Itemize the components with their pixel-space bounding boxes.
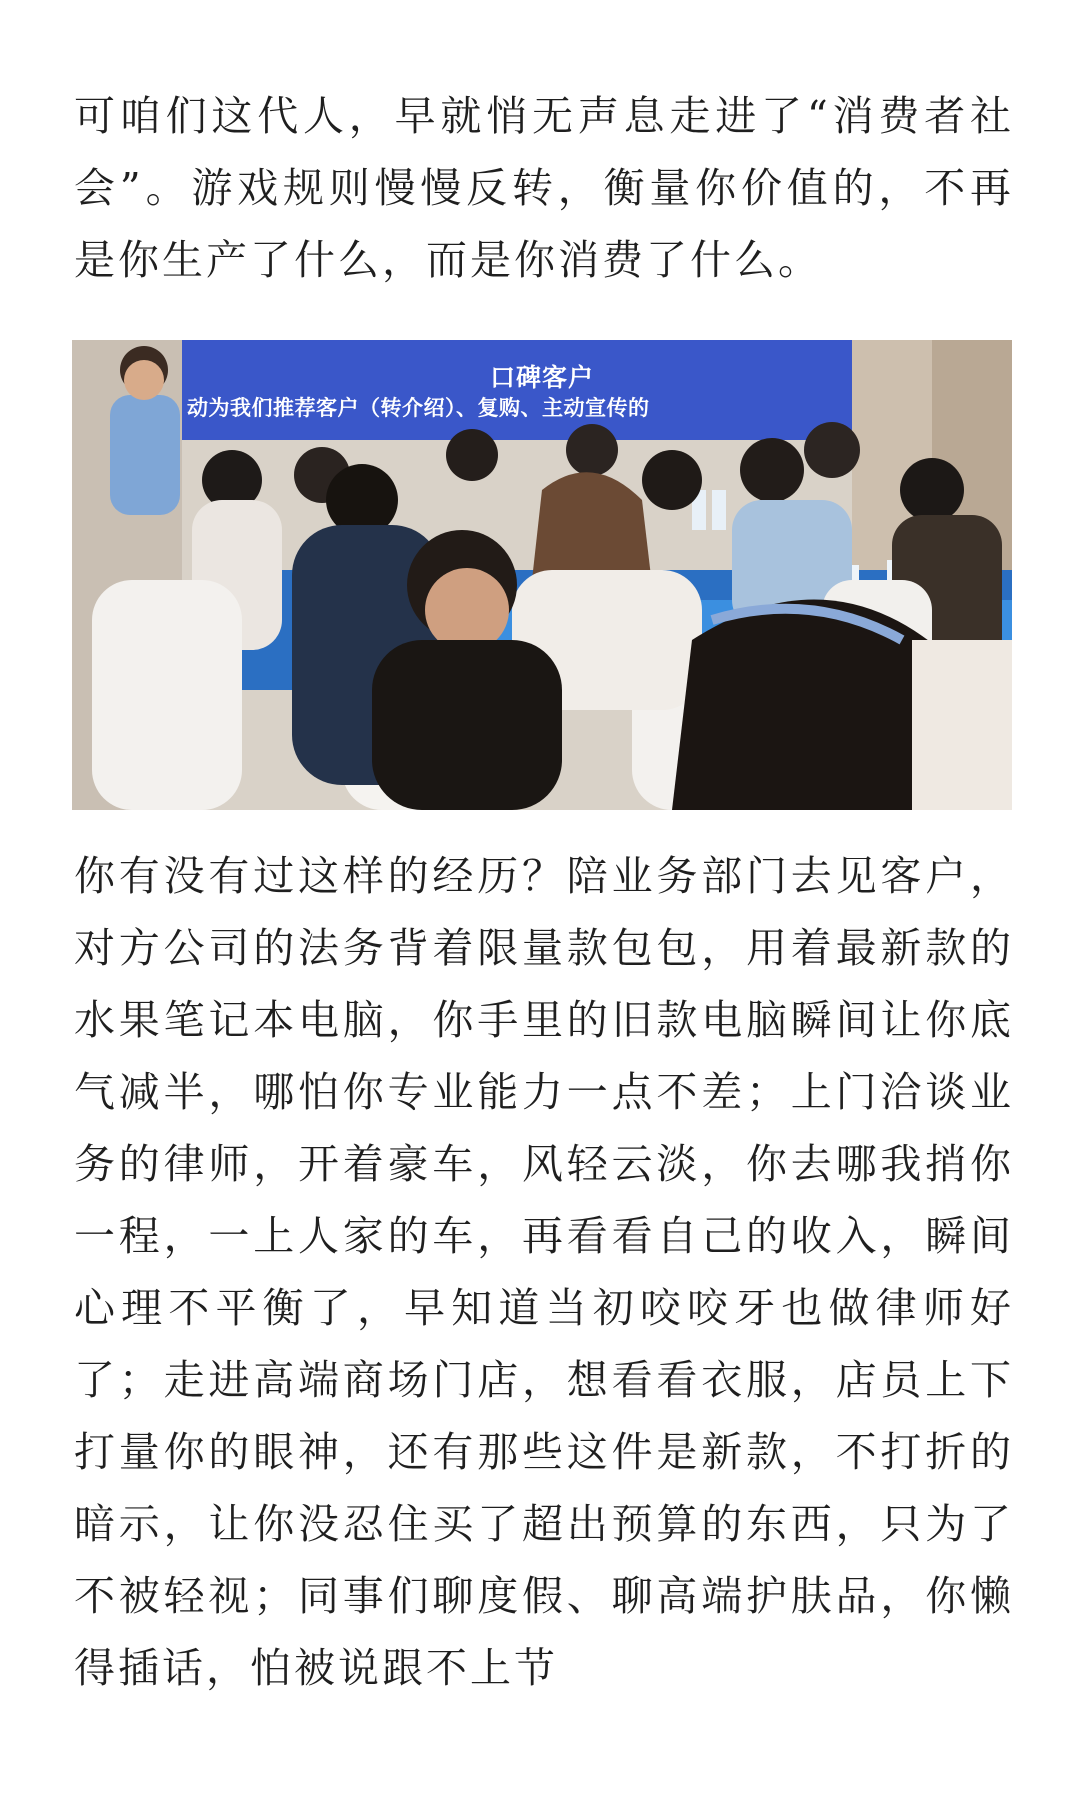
seminar-photo xyxy=(72,340,1012,810)
slide-banner-subtitle: 动为我们推荐客户（转介绍）、复购、主动宣传的 xyxy=(187,396,650,420)
article-paragraph-intro: 可咱们这代人，早就悄无声息走进了“消费者社会”。游戏规则慢慢反转，衡量你价值的，不再是你生产了什么，而是你消费了什么。 xyxy=(74,92,1014,284)
article-paragraph-body: 你有没有过这样的经历？陪业务部门去见客户，对方公司的法务背着限量款包包，用着最新款的水果笔记本电脑，你手里的旧款电脑瞬间让你底气减半，哪怕你专业能力一点不差；上门洽谈业务的律师，开着豪车，风轻云淡，你去哪我捎你一程，一上人家的车，再看看自己的收入，瞬间心理不平衡了，早知道当初咬咬牙也做律师好了；走进高端商场门店，想看看衣服，店员上下打量你的眼神，还有那些这件是新款，不打折的暗示，让你没忍住买了超出预算的东西，只为了不被轻视；同事们聊度假、聊高端护肤品，你懒得插话，怕被说跟不上节 xyxy=(74,852,1014,1692)
slide-banner-title: 口碑客户 xyxy=(489,363,594,392)
